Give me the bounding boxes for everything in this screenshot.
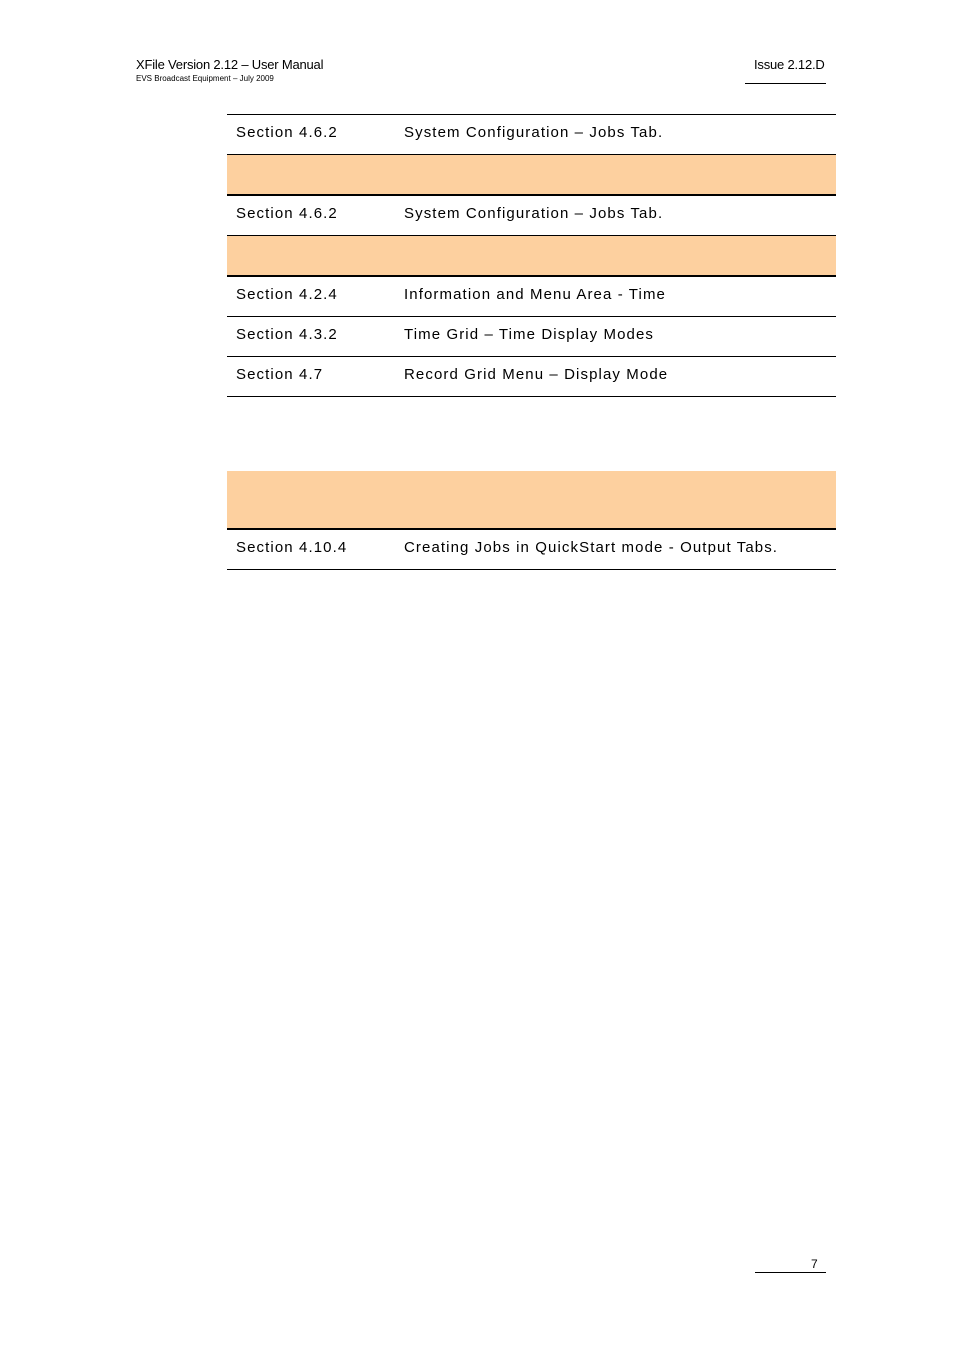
document-title: XFile Version 2.12 – User Manual	[136, 57, 324, 72]
section-number: Section 4.6.2	[236, 124, 338, 141]
section-description: Record Grid Menu – Display Mode	[404, 366, 669, 383]
section-number: Section 4.10.4	[236, 539, 348, 556]
issue-underline	[745, 83, 826, 84]
table-row	[227, 357, 836, 397]
shaded-header-band	[227, 155, 836, 196]
table-row	[227, 196, 836, 236]
document-subtitle: EVS Broadcast Equipment – July 2009	[136, 74, 274, 83]
reference-table-2	[227, 471, 836, 570]
section-number: Section 4.6.2	[236, 205, 338, 222]
section-description: Time Grid – Time Display Modes	[404, 326, 655, 343]
section-description: System Configuration – Jobs Tab.	[404, 124, 664, 141]
table-row	[227, 277, 836, 317]
reference-table-1	[227, 114, 836, 397]
table-row	[227, 317, 836, 357]
page-number: 7	[811, 1257, 818, 1271]
table-row	[227, 114, 836, 155]
section-number: Section 4.3.2	[236, 326, 338, 343]
page-number-underline	[755, 1272, 826, 1273]
section-number: Section 4.2.4	[236, 286, 338, 303]
shaded-header-band	[227, 236, 836, 277]
section-description: Creating Jobs in QuickStart mode - Output Tabs.	[404, 539, 779, 556]
table-row	[227, 530, 836, 570]
section-description: Information and Menu Area - Time	[404, 286, 666, 303]
section-number: Section 4.7	[236, 366, 324, 383]
shaded-header-band	[227, 471, 836, 530]
issue-label: Issue 2.12.D	[754, 57, 825, 72]
section-description: System Configuration – Jobs Tab.	[404, 205, 664, 222]
